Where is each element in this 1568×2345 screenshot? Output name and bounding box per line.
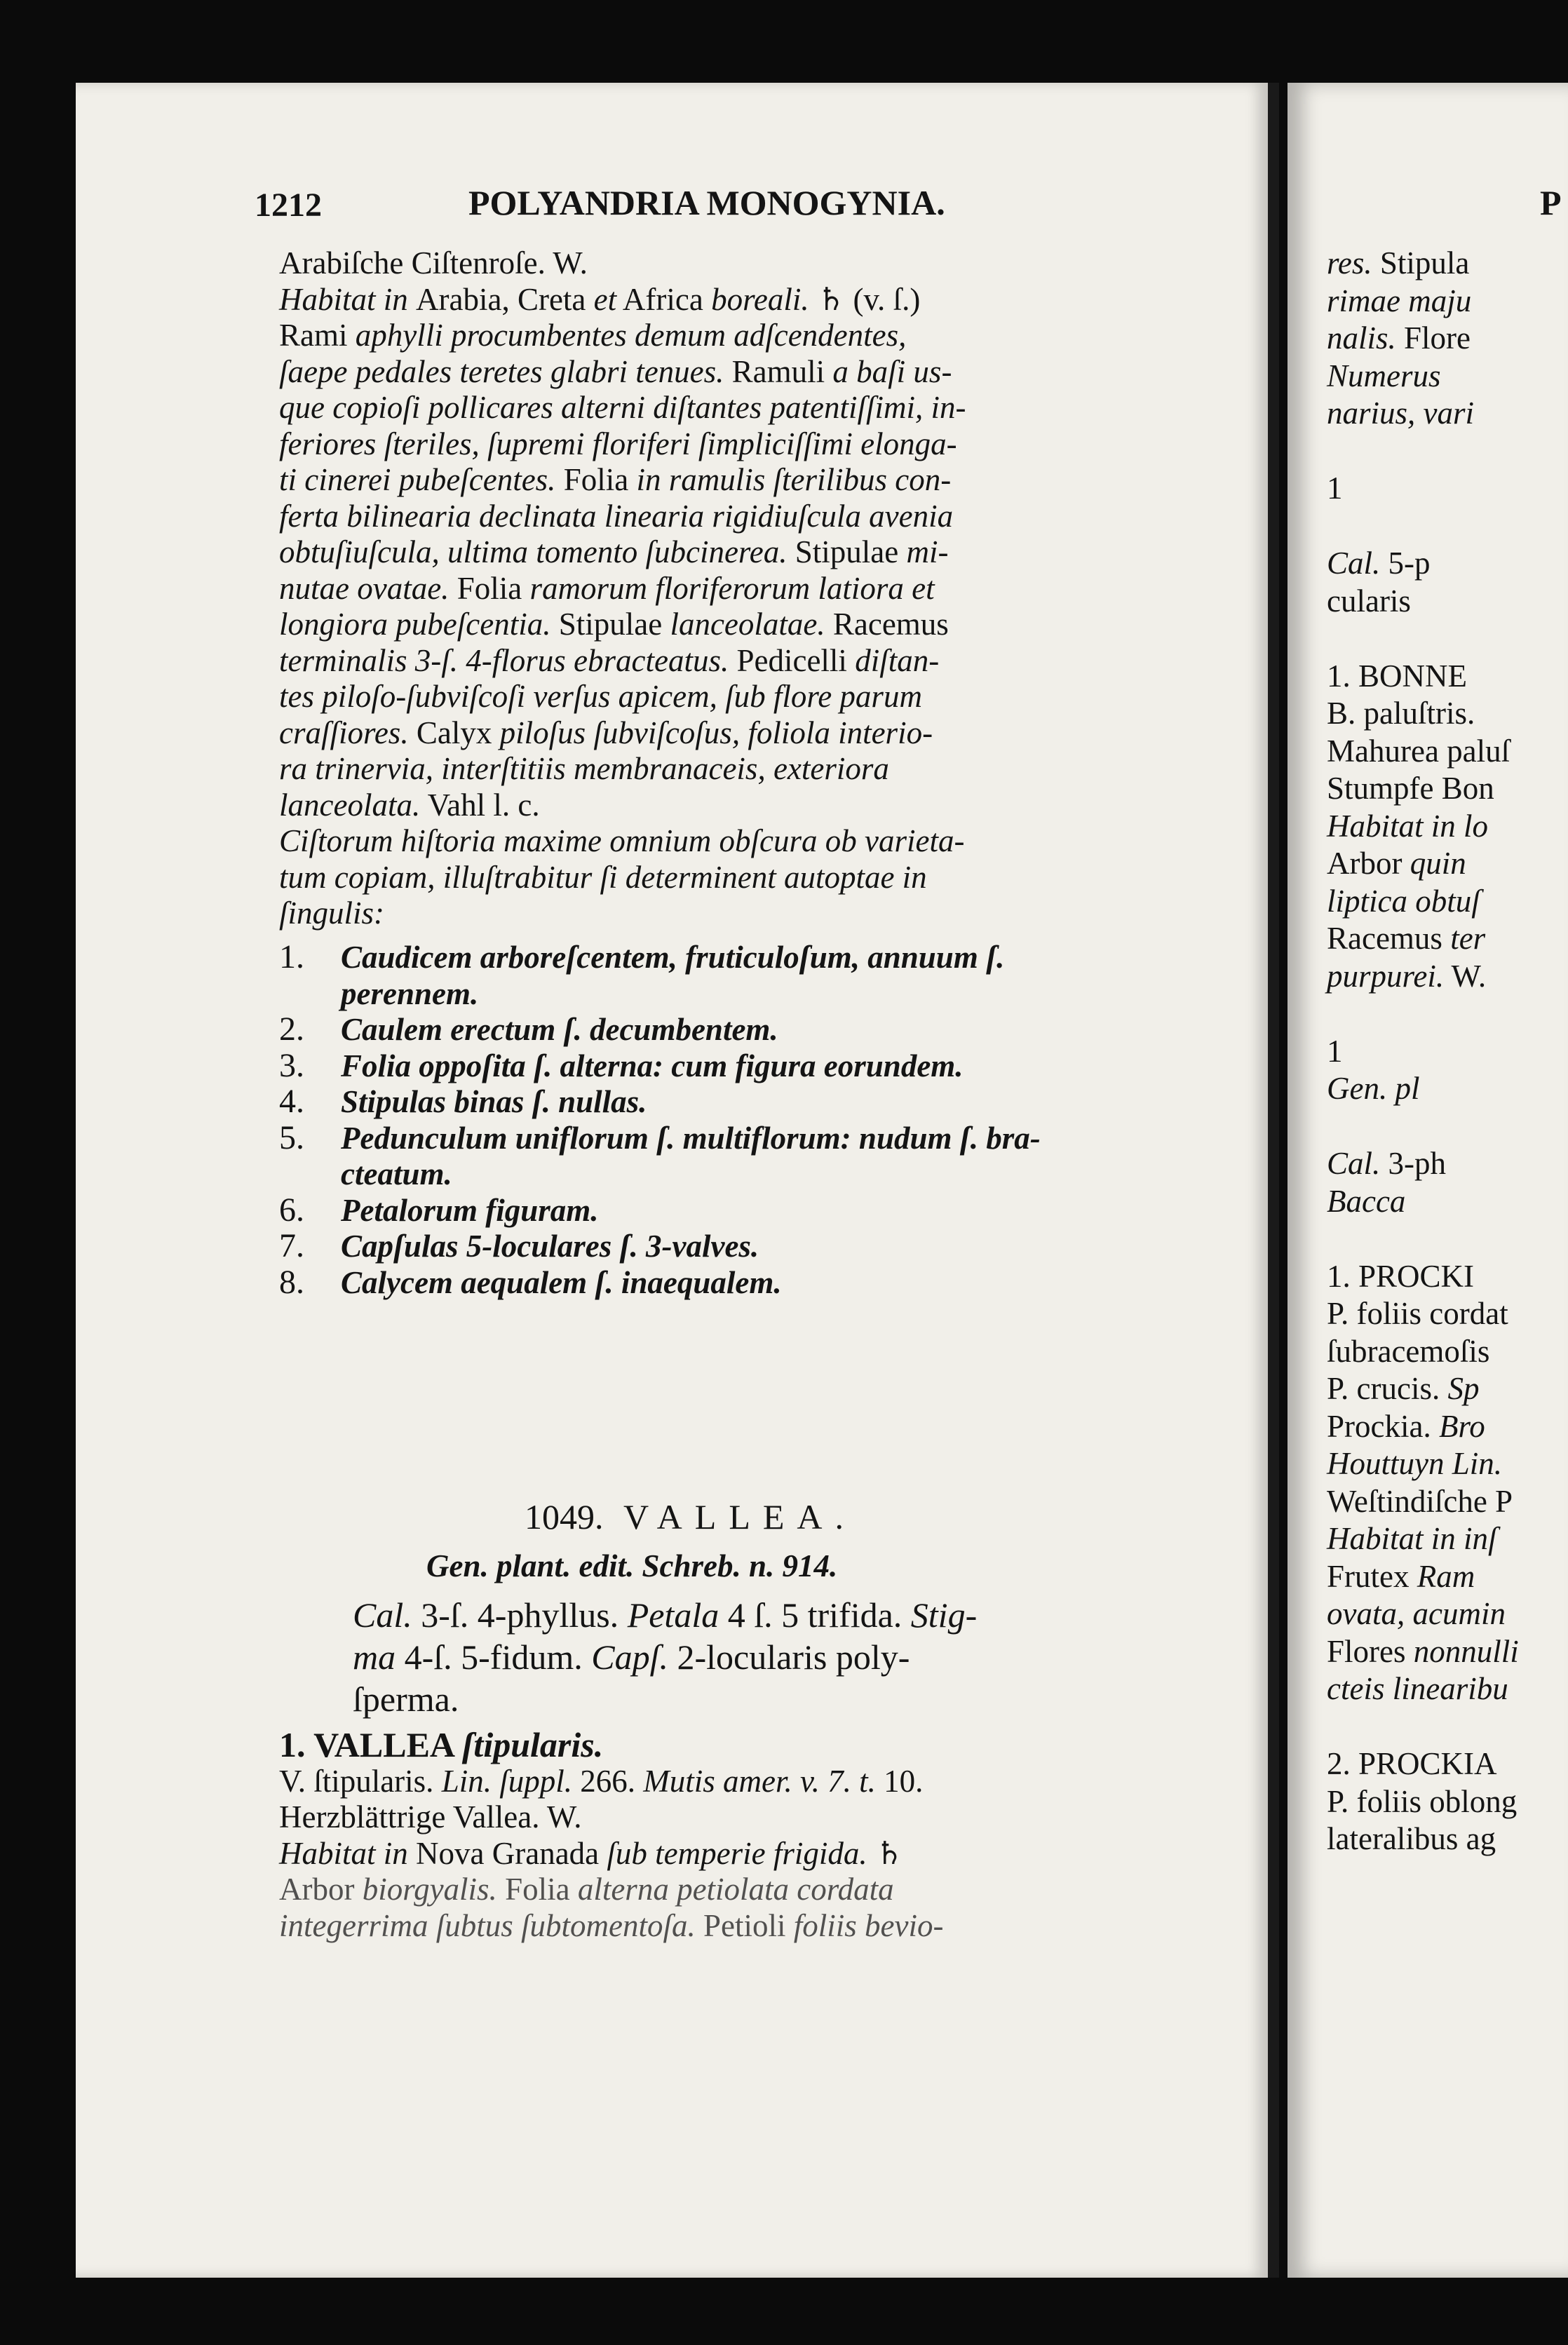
text-line	[279, 643, 939, 678]
text-run: et	[593, 281, 617, 317]
text-run: feriores ſteriles, ſupremi floriferi ſimpliciſſimi elonga-	[279, 426, 957, 461]
text-line	[279, 823, 964, 858]
text-run: obtuſiuſcula, ultima tomento ſubcinerea.	[279, 534, 788, 569]
text-run: Frutex	[1327, 1558, 1417, 1594]
text-line	[1327, 1371, 1480, 1406]
text-run: Habitat in lo	[1327, 808, 1489, 844]
text-run: tes piloſo-ſubviſcoſi verſus apicem, ſub flore parum	[279, 679, 922, 714]
list-item: Caudicem arboreſcentem, fruticuloſum, annuum ſ.	[341, 940, 1005, 975]
text-run: Pedicelli	[729, 642, 856, 678]
right-running-head-fragment: P	[1540, 183, 1562, 222]
text-run: Flore	[1395, 320, 1471, 356]
text-line	[1327, 283, 1471, 318]
text-run: alterna petiolata cordata	[577, 1872, 894, 1907]
text-run: longiora pubeſcentia.	[279, 607, 551, 642]
text-run: lanceolata.	[279, 787, 421, 823]
list-item: Caulem erectum ſ. decumbentem.	[341, 1012, 778, 1047]
text-run: ♄	[867, 1835, 904, 1871]
list-number: 6.	[279, 1191, 304, 1229]
text-line	[279, 282, 920, 317]
text-line	[1327, 1071, 1419, 1106]
text-line	[1327, 959, 1486, 994]
text-run: P. foliis cordat	[1327, 1296, 1508, 1331]
list-item: Stipulas binas ſ. nullas.	[341, 1084, 647, 1119]
text-line	[1327, 696, 1475, 731]
text-line	[1327, 471, 1343, 506]
text-run: nutae ovatae.	[279, 570, 450, 606]
text-line	[279, 788, 540, 823]
text-run: Flores	[1327, 1633, 1414, 1669]
text-run: 1. VALLEA	[279, 1725, 462, 1764]
text-line	[1327, 546, 1431, 581]
text-run: 2-locularis poly-	[668, 1637, 910, 1677]
text-run: ramorum floriferorum latiora et	[529, 570, 935, 606]
text-run: ſub temperie frigida.	[607, 1835, 867, 1871]
text-line	[353, 1597, 977, 1633]
text-line	[279, 607, 949, 642]
text-run: Petala	[627, 1595, 719, 1635]
text-line	[1327, 583, 1411, 619]
text-run: Calyx	[408, 715, 500, 750]
text-run: Bacca	[1327, 1183, 1406, 1219]
text-line	[279, 245, 588, 281]
text-run: 4 ſ. 5 trifida.	[719, 1595, 911, 1635]
text-line	[279, 1764, 923, 1799]
text-run: Sp	[1447, 1371, 1480, 1406]
text-run: P. foliis oblong	[1327, 1783, 1518, 1819]
text-line	[1327, 320, 1471, 356]
list-item: cteatum.	[341, 1156, 452, 1191]
text-run: cularis	[1327, 583, 1411, 619]
text-line	[1327, 1146, 1446, 1181]
text-run: 1	[1327, 471, 1343, 506]
text-run: Racemus	[825, 607, 949, 642]
genus-name: VALLEA.	[623, 1497, 857, 1536]
text-run: liptica obtuſ	[1327, 883, 1480, 919]
list-item: Petalorum figuram.	[341, 1192, 599, 1228]
list-number: 5.	[279, 1119, 304, 1156]
list-number: 1.	[279, 938, 304, 975]
text-run: Folia	[555, 462, 637, 497]
text-run: Capſ.	[591, 1637, 668, 1677]
text-run: Nova Granada	[407, 1835, 607, 1871]
text-run: ſaepe pedales teretes glabri tenues.	[279, 353, 724, 389]
text-run: Gen. pl	[1327, 1071, 1420, 1106]
text-run: Herzblättrige Vallea. W.	[279, 1799, 582, 1834]
text-run: Mutis amer. v. 7. t.	[643, 1763, 876, 1799]
text-line	[279, 1799, 582, 1834]
text-line	[279, 499, 953, 534]
text-line	[1327, 1821, 1496, 1856]
text-run: tum copiam, illuſtrabitur ſi determinent autoptae in	[279, 859, 927, 895]
text-run: Vahl l. c.	[420, 787, 540, 823]
text-run: Cal.	[1327, 1146, 1381, 1181]
text-line	[279, 860, 927, 895]
text-line	[1327, 396, 1474, 431]
text-line	[1327, 1596, 1506, 1631]
text-line	[279, 679, 922, 714]
text-line	[1327, 1746, 1497, 1781]
text-run: piloſus ſubviſcoſus, foliola interio-	[499, 715, 933, 750]
text-run: Mahurea paluſ	[1327, 733, 1510, 769]
text-run: nonnulli	[1413, 1633, 1519, 1669]
text-line	[1327, 1334, 1489, 1369]
running-head: POLYANDRIA MONOGYNIA.	[468, 183, 945, 222]
text-run: in ramulis ſterilibus con-	[636, 462, 952, 497]
text-run: narius, vari	[1327, 396, 1475, 431]
text-line	[279, 426, 957, 461]
text-run: Ciſtorum hiſtoria maxime omnium obſcura ob varieta-	[279, 823, 965, 858]
list-item: Calycem aequalem ſ. inaequalem.	[341, 1264, 782, 1300]
text-run: rimae maju	[1327, 283, 1472, 318]
text-line	[1327, 658, 1467, 694]
text-run: Habitat in inſ	[1327, 1521, 1497, 1556]
text-line	[1327, 1634, 1519, 1669]
text-run: Houttuyn Lin.	[1327, 1446, 1503, 1481]
text-run: V. ſtipularis.	[279, 1763, 442, 1799]
text-line	[1327, 921, 1485, 956]
text-run: Rami	[279, 318, 356, 353]
text-run: Stumpfe Bon	[1327, 771, 1494, 806]
text-line	[279, 1836, 903, 1871]
text-run: Arabiſche Ciſtenroſe. W.	[279, 245, 588, 281]
text-line	[1327, 1409, 1485, 1444]
text-run: Stipula	[1372, 245, 1470, 281]
text-run: ſperma.	[353, 1680, 459, 1719]
text-line	[1327, 1259, 1474, 1294]
text-run: boreali.	[711, 281, 809, 317]
text-line	[1327, 1784, 1517, 1819]
text-run: 5-p	[1380, 546, 1431, 581]
text-run: cteis linearibu	[1327, 1671, 1508, 1706]
text-run: 3-ſ. 4-phyllus.	[412, 1595, 628, 1635]
text-run: integerrima ſubtus ſubtomentoſa.	[279, 1907, 696, 1943]
text-line	[279, 571, 935, 606]
text-run: Petioli	[695, 1907, 794, 1943]
text-run: purpurei.	[1327, 958, 1445, 994]
text-run: 266.	[572, 1763, 644, 1799]
text-run: Folia	[449, 570, 530, 606]
text-line	[1327, 1184, 1405, 1219]
text-run: 1. PROCKI	[1327, 1258, 1475, 1294]
text-run: Stipulae	[787, 534, 907, 569]
list-item: Folia oppoſita ſ. alterna: cum figura eorundem.	[341, 1048, 964, 1083]
genus-heading	[525, 1499, 856, 1534]
text-run: ra trinervia, interſtitiis membranaceis, exteriora	[279, 751, 889, 786]
text-line	[1327, 771, 1494, 806]
text-line	[353, 1637, 910, 1677]
text-line	[279, 1872, 894, 1907]
list-number: 3.	[279, 1046, 304, 1084]
text-line	[279, 534, 948, 569]
text-line	[1327, 1296, 1508, 1331]
text-run: 1. BONNE	[1327, 658, 1467, 694]
text-run: Cal.	[1327, 546, 1381, 581]
text-line	[1327, 1484, 1513, 1519]
text-run: terminalis 3-ſ. 4-florus ebracteatus.	[279, 642, 729, 678]
list-number: 2.	[279, 1011, 304, 1048]
text-run: biorgyalis.	[362, 1872, 497, 1907]
genus-reference: Gen. plant. edit. Schreb. n. 914.	[426, 1548, 838, 1583]
text-line	[279, 390, 966, 425]
text-run: ♄ (v. ſ.)	[809, 281, 921, 317]
text-run: nalis.	[1327, 320, 1396, 356]
text-run: Habitat in	[279, 281, 417, 317]
list-number: 8.	[279, 1263, 304, 1301]
text-run: res.	[1327, 245, 1372, 281]
right-page	[1287, 83, 1568, 2278]
text-run: Arbor	[1327, 846, 1410, 881]
text-line	[1327, 358, 1441, 393]
text-run: foliis bevio-	[793, 1907, 944, 1943]
text-run: 2. PROCKIA	[1327, 1746, 1497, 1781]
text-line	[1327, 1446, 1502, 1481]
text-line	[279, 318, 906, 353]
text-run: Ram	[1417, 1558, 1475, 1594]
text-run: Bro	[1438, 1408, 1485, 1444]
text-run: craſſiores.	[279, 715, 409, 750]
text-run: ferta bilinearia declinata linearia rigidiuſcula avenia	[279, 498, 954, 534]
list-number: 4.	[279, 1083, 304, 1120]
text-run: Arabia, Creta	[416, 281, 594, 317]
text-line	[1327, 1671, 1508, 1706]
text-run: P. crucis.	[1327, 1371, 1448, 1406]
text-run: lanceolatae.	[670, 607, 825, 642]
text-run: 4-ſ. 5-fidum.	[396, 1637, 592, 1677]
text-run: ovata, acumin	[1327, 1596, 1506, 1631]
text-run: Africa	[616, 281, 712, 317]
text-run: Lin. ſuppl.	[441, 1763, 572, 1799]
text-run: Folia	[496, 1872, 578, 1907]
left-page	[76, 83, 1268, 2278]
text-run: que copioſi pollicares alterni diſtantes patentiſſimi, in-	[279, 390, 966, 425]
text-line	[1327, 1521, 1497, 1556]
text-run: Ramuli	[724, 353, 833, 389]
text-line	[279, 1727, 603, 1762]
text-run: a baſi us-	[832, 353, 952, 389]
text-line	[1327, 245, 1469, 281]
list-item: perennem.	[341, 975, 479, 1011]
page-number: 1212	[255, 187, 322, 224]
text-run: lateralibus ag	[1327, 1821, 1496, 1856]
gutter-shadow	[1268, 83, 1279, 2278]
text-run: mi-	[906, 534, 949, 569]
text-run: ſingulis:	[279, 896, 385, 931]
text-run: aphylli procumbentes demum adſcendentes,	[355, 318, 907, 353]
text-line	[279, 462, 951, 497]
text-line	[353, 1682, 459, 1717]
text-run: Habitat in	[279, 1835, 408, 1871]
text-run: ſtipularis.	[461, 1725, 604, 1764]
text-run: B. paluſtris.	[1327, 696, 1475, 731]
text-run: Stig-	[910, 1595, 978, 1635]
text-line	[1327, 884, 1480, 919]
text-run: Racemus	[1327, 921, 1451, 956]
text-run: W.	[1444, 958, 1487, 994]
text-line	[279, 715, 933, 750]
list-number: 7.	[279, 1227, 304, 1264]
text-line	[1327, 734, 1510, 769]
text-run: ſubracemoſis	[1327, 1333, 1490, 1369]
text-line	[1327, 1034, 1343, 1069]
text-run: 1	[1327, 1033, 1343, 1069]
text-run: Weſtindiſche P	[1327, 1483, 1513, 1519]
text-line	[279, 354, 952, 389]
text-run: ti cinerei pubeſcentes.	[279, 462, 556, 497]
genus-number: 1049.	[525, 1497, 604, 1536]
text-run: ter	[1450, 921, 1486, 956]
text-line	[279, 1908, 943, 1943]
text-run: Prockia.	[1327, 1408, 1439, 1444]
list-item: Capſulas 5-loculares ſ. 3-valves.	[341, 1229, 759, 1264]
text-line	[1327, 846, 1466, 881]
text-run: 3-ph	[1380, 1146, 1447, 1181]
text-line	[279, 751, 889, 786]
text-line	[279, 896, 384, 931]
text-run: ma	[353, 1637, 396, 1677]
text-line	[1327, 809, 1488, 844]
text-run: Cal.	[353, 1595, 412, 1635]
text-line	[1327, 1559, 1475, 1594]
text-run: Numerus	[1327, 358, 1441, 393]
list-item: Pedunculum uniflorum ſ. multiflorum: nudum ſ. bra-	[341, 1120, 1041, 1156]
text-run: quin	[1410, 846, 1466, 881]
text-run: Stipulae	[550, 607, 670, 642]
text-run: Arbor	[279, 1872, 363, 1907]
text-run: diſtan-	[855, 642, 940, 678]
text-run: 10.	[875, 1763, 924, 1799]
